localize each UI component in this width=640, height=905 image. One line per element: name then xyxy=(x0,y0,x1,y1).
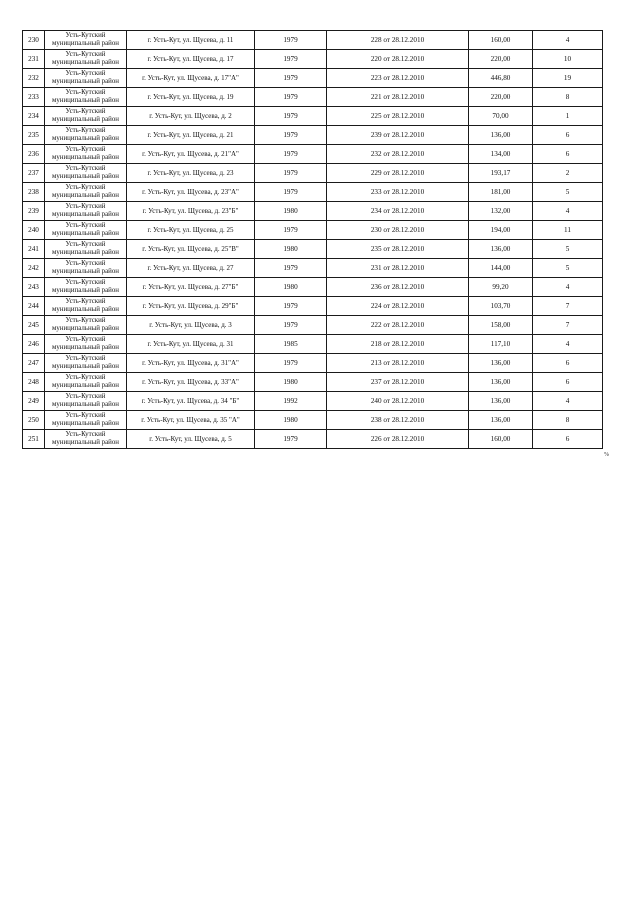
year-cell: 1979 xyxy=(255,126,327,145)
document-cell: 235 от 28.12.2010 xyxy=(327,240,469,259)
municipality-cell: Усть-Кутский муниципальный район xyxy=(45,373,127,392)
count-cell: 6 xyxy=(533,145,603,164)
area-cell: 103,70 xyxy=(469,297,533,316)
row-number-cell: 244 xyxy=(23,297,45,316)
address-cell: г. Усть-Кут, ул. Щусева, д. 3 xyxy=(127,316,255,335)
table-row xyxy=(23,297,603,316)
count-cell: 4 xyxy=(533,335,603,354)
address-cell: г. Усть-Кут, ул. Щусева, д. 27 xyxy=(127,259,255,278)
municipality-cell: Усть-Кутский муниципальный район xyxy=(45,278,127,297)
year-cell: 1980 xyxy=(255,411,327,430)
municipality-cell: Усть-Кутский муниципальный район xyxy=(45,31,127,50)
page-mark: % xyxy=(604,452,609,458)
municipality-cell: Усть-Кутский муниципальный район xyxy=(45,240,127,259)
area-cell: 160,00 xyxy=(469,31,533,50)
document-cell: 220 от 28.12.2010 xyxy=(327,50,469,69)
count-cell: 5 xyxy=(533,240,603,259)
year-cell: 1980 xyxy=(255,240,327,259)
table-body xyxy=(23,31,603,449)
count-cell: 2 xyxy=(533,164,603,183)
address-cell: г. Усть-Кут, ул. Щусева, д. 34 "Б" xyxy=(127,392,255,411)
row-number-cell: 246 xyxy=(23,335,45,354)
area-cell: 446,80 xyxy=(469,69,533,88)
address-cell: г. Усть-Кут, ул. Щусева, д. 23 xyxy=(127,164,255,183)
address-cell: г. Усть-Кут, ул. Щусева, д. 23"А" xyxy=(127,183,255,202)
row-number-cell: 232 xyxy=(23,69,45,88)
year-cell: 1979 xyxy=(255,259,327,278)
table-row xyxy=(23,392,603,411)
document-cell: 222 от 28.12.2010 xyxy=(327,316,469,335)
municipality-cell: Усть-Кутский муниципальный район xyxy=(45,69,127,88)
municipality-cell: Усть-Кутский муниципальный район xyxy=(45,335,127,354)
document-cell: 213 от 28.12.2010 xyxy=(327,354,469,373)
municipality-cell: Усть-Кутский муниципальный район xyxy=(45,297,127,316)
year-cell: 1979 xyxy=(255,430,327,449)
area-cell: 160,00 xyxy=(469,430,533,449)
document-cell: 239 от 28.12.2010 xyxy=(327,126,469,145)
area-cell: 220,00 xyxy=(469,50,533,69)
row-number-cell: 250 xyxy=(23,411,45,430)
municipality-cell: Усть-Кутский муниципальный район xyxy=(45,145,127,164)
municipality-cell: Усть-Кутский муниципальный район xyxy=(45,88,127,107)
table-row xyxy=(23,411,603,430)
table-row xyxy=(23,240,603,259)
count-cell: 4 xyxy=(533,31,603,50)
table-row xyxy=(23,126,603,145)
area-cell: 136,00 xyxy=(469,126,533,145)
year-cell: 1979 xyxy=(255,145,327,164)
count-cell: 4 xyxy=(533,278,603,297)
municipality-cell: Усть-Кутский муниципальный район xyxy=(45,107,127,126)
row-number-cell: 235 xyxy=(23,126,45,145)
table-row xyxy=(23,278,603,297)
address-cell: г. Усть-Кут, ул. Щусева, д. 21 xyxy=(127,126,255,145)
municipality-cell: Усть-Кутский муниципальный район xyxy=(45,164,127,183)
table-row xyxy=(23,50,603,69)
year-cell: 1979 xyxy=(255,297,327,316)
document-cell: 233 от 28.12.2010 xyxy=(327,183,469,202)
area-cell: 136,00 xyxy=(469,373,533,392)
year-cell: 1979 xyxy=(255,50,327,69)
address-cell: г. Усть-Кут, ул. Щусева, д. 25 xyxy=(127,221,255,240)
table-row xyxy=(23,107,603,126)
area-cell: 136,00 xyxy=(469,392,533,411)
document-cell: 218 от 28.12.2010 xyxy=(327,335,469,354)
document-cell: 240 от 28.12.2010 xyxy=(327,392,469,411)
area-cell: 99,20 xyxy=(469,278,533,297)
address-cell: г. Усть-Кут, ул. Щусева, д. 25"В" xyxy=(127,240,255,259)
area-cell: 144,00 xyxy=(469,259,533,278)
housing-registry-table xyxy=(22,30,603,449)
year-cell: 1979 xyxy=(255,69,327,88)
document-cell: 232 от 28.12.2010 xyxy=(327,145,469,164)
document-cell: 231 от 28.12.2010 xyxy=(327,259,469,278)
row-number-cell: 238 xyxy=(23,183,45,202)
table-row xyxy=(23,183,603,202)
area-cell: 134,00 xyxy=(469,145,533,164)
year-cell: 1979 xyxy=(255,354,327,373)
table-row xyxy=(23,88,603,107)
count-cell: 1 xyxy=(533,107,603,126)
year-cell: 1979 xyxy=(255,164,327,183)
count-cell: 8 xyxy=(533,88,603,107)
table-row xyxy=(23,354,603,373)
document-cell: 237 от 28.12.2010 xyxy=(327,373,469,392)
municipality-cell: Усть-Кутский муниципальный район xyxy=(45,183,127,202)
row-number-cell: 239 xyxy=(23,202,45,221)
municipality-cell: Усть-Кутский муниципальный район xyxy=(45,392,127,411)
address-cell: г. Усть-Кут, ул. Щусева, д. 17 xyxy=(127,50,255,69)
year-cell: 1980 xyxy=(255,373,327,392)
municipality-cell: Усть-Кутский муниципальный район xyxy=(45,259,127,278)
address-cell: г. Усть-Кут, ул. Щусева, д. 35 "А" xyxy=(127,411,255,430)
table-row xyxy=(23,221,603,240)
year-cell: 1979 xyxy=(255,316,327,335)
municipality-cell: Усть-Кутский муниципальный район xyxy=(45,316,127,335)
address-cell: г. Усть-Кут, ул. Щусева, д. 27"Б" xyxy=(127,278,255,297)
address-cell: г. Усть-Кут, ул. Щусева, д. 5 xyxy=(127,430,255,449)
year-cell: 1979 xyxy=(255,88,327,107)
count-cell: 19 xyxy=(533,69,603,88)
table-row xyxy=(23,69,603,88)
year-cell: 1980 xyxy=(255,202,327,221)
count-cell: 6 xyxy=(533,354,603,373)
table-row xyxy=(23,430,603,449)
count-cell: 5 xyxy=(533,259,603,278)
year-cell: 1985 xyxy=(255,335,327,354)
row-number-cell: 245 xyxy=(23,316,45,335)
year-cell: 1979 xyxy=(255,107,327,126)
row-number-cell: 236 xyxy=(23,145,45,164)
area-cell: 136,00 xyxy=(469,354,533,373)
address-cell: г. Усть-Кут, ул. Щусева, д. 11 xyxy=(127,31,255,50)
area-cell: 220,00 xyxy=(469,88,533,107)
document-cell: 229 от 28.12.2010 xyxy=(327,164,469,183)
area-cell: 181,00 xyxy=(469,183,533,202)
municipality-cell: Усть-Кутский муниципальный район xyxy=(45,126,127,145)
document-cell: 223 от 28.12.2010 xyxy=(327,69,469,88)
municipality-cell: Усть-Кутский муниципальный район xyxy=(45,221,127,240)
address-cell: г. Усть-Кут, ул. Щусева, д. 33"А" xyxy=(127,373,255,392)
municipality-cell: Усть-Кутский муниципальный район xyxy=(45,411,127,430)
count-cell: 11 xyxy=(533,221,603,240)
row-number-cell: 242 xyxy=(23,259,45,278)
area-cell: 194,00 xyxy=(469,221,533,240)
document-cell: 230 от 28.12.2010 xyxy=(327,221,469,240)
year-cell: 1980 xyxy=(255,278,327,297)
document-cell: 234 от 28.12.2010 xyxy=(327,202,469,221)
document-cell: 238 от 28.12.2010 xyxy=(327,411,469,430)
document-cell: 224 от 28.12.2010 xyxy=(327,297,469,316)
row-number-cell: 251 xyxy=(23,430,45,449)
year-cell: 1979 xyxy=(255,221,327,240)
municipality-cell: Усть-Кутский муниципальный район xyxy=(45,50,127,69)
year-cell: 1979 xyxy=(255,183,327,202)
row-number-cell: 247 xyxy=(23,354,45,373)
row-number-cell: 237 xyxy=(23,164,45,183)
row-number-cell: 249 xyxy=(23,392,45,411)
count-cell: 8 xyxy=(533,411,603,430)
address-cell: г. Усть-Кут, ул. Щусева, д. 23"Б" xyxy=(127,202,255,221)
document-cell: 236 от 28.12.2010 xyxy=(327,278,469,297)
table-row xyxy=(23,31,603,50)
area-cell: 136,00 xyxy=(469,411,533,430)
address-cell: г. Усть-Кут, ул. Щусева, д. 17"А" xyxy=(127,69,255,88)
area-cell: 132,00 xyxy=(469,202,533,221)
municipality-cell: Усть-Кутский муниципальный район xyxy=(45,430,127,449)
table-row xyxy=(23,164,603,183)
document-cell: 225 от 28.12.2010 xyxy=(327,107,469,126)
count-cell: 7 xyxy=(533,297,603,316)
address-cell: г. Усть-Кут, ул. Щусева, д. 29"Б" xyxy=(127,297,255,316)
count-cell: 4 xyxy=(533,392,603,411)
count-cell: 6 xyxy=(533,373,603,392)
table-row xyxy=(23,335,603,354)
count-cell: 7 xyxy=(533,316,603,335)
count-cell: 4 xyxy=(533,202,603,221)
count-cell: 6 xyxy=(533,430,603,449)
table-row xyxy=(23,373,603,392)
year-cell: 1992 xyxy=(255,392,327,411)
document-cell: 228 от 28.12.2010 xyxy=(327,31,469,50)
area-cell: 193,17 xyxy=(469,164,533,183)
address-cell: г. Усть-Кут, ул. Щусева, д. 31"А" xyxy=(127,354,255,373)
row-number-cell: 234 xyxy=(23,107,45,126)
address-cell: г. Усть-Кут, ул. Щусева, д. 21"А" xyxy=(127,145,255,164)
row-number-cell: 231 xyxy=(23,50,45,69)
table-row xyxy=(23,202,603,221)
count-cell: 5 xyxy=(533,183,603,202)
row-number-cell: 241 xyxy=(23,240,45,259)
table-row xyxy=(23,145,603,164)
document-cell: 221 от 28.12.2010 xyxy=(327,88,469,107)
row-number-cell: 233 xyxy=(23,88,45,107)
municipality-cell: Усть-Кутский муниципальный район xyxy=(45,354,127,373)
table-row xyxy=(23,259,603,278)
row-number-cell: 243 xyxy=(23,278,45,297)
row-number-cell: 230 xyxy=(23,31,45,50)
year-cell: 1979 xyxy=(255,31,327,50)
area-cell: 136,00 xyxy=(469,240,533,259)
document-cell: 226 от 28.12.2010 xyxy=(327,430,469,449)
municipality-cell: Усть-Кутский муниципальный район xyxy=(45,202,127,221)
table-row xyxy=(23,316,603,335)
address-cell: г. Усть-Кут, ул. Щусева, д. 31 xyxy=(127,335,255,354)
count-cell: 10 xyxy=(533,50,603,69)
area-cell: 117,10 xyxy=(469,335,533,354)
address-cell: г. Усть-Кут, ул. Щусева, д. 19 xyxy=(127,88,255,107)
area-cell: 158,00 xyxy=(469,316,533,335)
row-number-cell: 248 xyxy=(23,373,45,392)
row-number-cell: 240 xyxy=(23,221,45,240)
count-cell: 6 xyxy=(533,126,603,145)
address-cell: г. Усть-Кут, ул. Щусева, д. 2 xyxy=(127,107,255,126)
area-cell: 70,00 xyxy=(469,107,533,126)
